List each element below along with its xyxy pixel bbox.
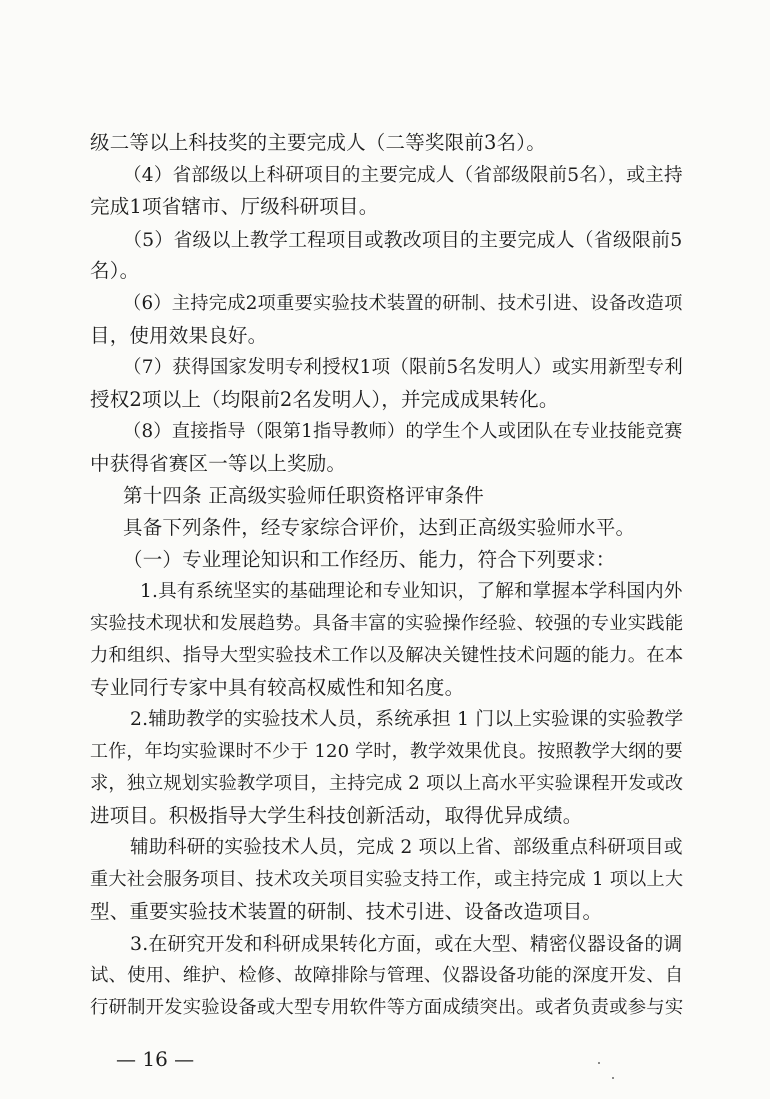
text-line: 试、使用、维护、检修、故障排除与管理、仪器设备功能的深度开发、自 bbox=[90, 965, 684, 986]
text-line: （一）专业理论知识和工作经历、能力，符合下列要求： bbox=[123, 548, 616, 571]
text-line: 专业同行专家中具有较高权威性和知名度。 bbox=[90, 676, 465, 699]
text-line: 授权2项以上（均限前2名发明人），并完成成果转化。 bbox=[90, 388, 559, 411]
text-line: 3.在研究开发和科研成果转化方面，或在大型、精密仪器设备的调 bbox=[130, 933, 683, 955]
text-line: 重大社会服务项目、技术攻关项目实验支持工作，或主持完成 1 项以上大 bbox=[90, 869, 684, 890]
page-number: — 16 — bbox=[116, 1047, 195, 1071]
text-line: 工作，年均实验课时不少于 120 学时，教学效果优良。按照教学大纲的要 bbox=[90, 741, 683, 762]
text-line: 求，独立规划实验教学项目，主持完成 2 项以上高水平实验课程开发或改 bbox=[90, 773, 684, 794]
text-line: 辅助科研的实验技术人员，完成 2 项以上省、部级重点科研项目或 bbox=[130, 837, 683, 858]
text-line: 完成1项省辖市、厅级科研项目。 bbox=[90, 195, 379, 218]
text-line: （7）获得国家发明专利授权1项（限前5名发明人）或实用新型专利 bbox=[123, 357, 683, 378]
text-line: （6）主持完成2项重要实验技术装置的研制、技术引进、设备改造项 bbox=[123, 293, 683, 314]
scan-speck bbox=[612, 1077, 614, 1079]
text-line: 级二等以上科技奖的主要完成人（二等奖限前3名）。 bbox=[90, 131, 546, 154]
scan-speck bbox=[598, 1062, 600, 1064]
text-line: 名）。 bbox=[90, 259, 140, 282]
text-line: 型、重要实验技术装置的研制、技术引进、设备改造项目。 bbox=[90, 900, 603, 923]
text-line: 力和组织、指导大型实验技术工作以及解决关键性技术问题的能力。在本 bbox=[90, 645, 684, 666]
text-line: （5）省级以上教学工程项目或教改项目的主要完成人（省级限前5 bbox=[123, 229, 683, 251]
text-line: 2.辅助教学的实验技术人员，系统承担 1 门以上实验课的实验教学 bbox=[130, 709, 684, 730]
text-line: （4）省部级以上科研项目的主要完成人（省部级限前5名），或主持 bbox=[123, 165, 683, 186]
text-line: 进项目。积极指导大学生科技创新活动，取得优异成绩。 bbox=[90, 804, 583, 827]
text-line: 具备下列条件，经专家综合评价，达到正高级实验师水平。 bbox=[123, 516, 636, 539]
text-line: 目，使用效果良好。 bbox=[90, 324, 268, 347]
section-heading: 第十四条 正高级实验师任职资格评审条件 bbox=[123, 484, 484, 507]
text-line: 行研制开发实验设备或大型专用软件等方面成绩突出。或者负责或参与实 bbox=[90, 997, 684, 1018]
text-line: 1.具有系统坚实的基础理论和专业知识，了解和掌握本学科国内外 bbox=[140, 581, 683, 602]
text-line: 中获得省赛区一等以上奖励。 bbox=[90, 452, 347, 475]
text-line: 实验技术现状和发展趋势。具备丰富的实验操作经验、较强的专业实践能 bbox=[90, 613, 684, 634]
text-line: （8）直接指导（限第1指导教师）的学生个人或团队在专业技能竞赛 bbox=[123, 421, 683, 442]
